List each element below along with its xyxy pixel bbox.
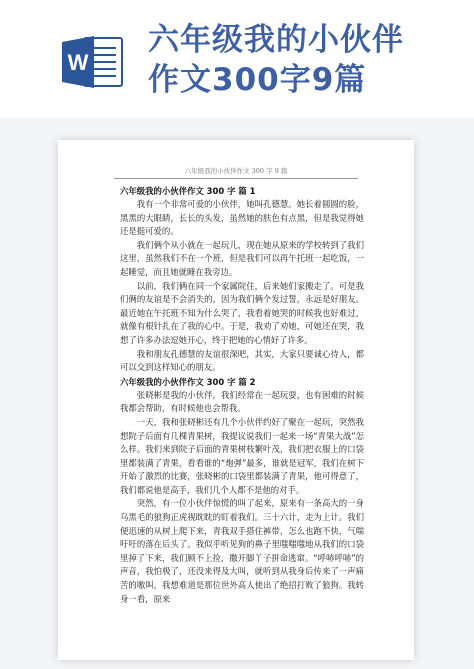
word-icon-letter: W bbox=[67, 50, 89, 75]
header-divider bbox=[114, 178, 358, 179]
essay-2-paragraph-1: 张晓彬是我的小伙伴，我们经常在一起玩耍，也有困难的时候我都会帮助，有时候他也会帮我。 bbox=[120, 389, 364, 414]
document-page bbox=[58, 140, 414, 660]
header-banner bbox=[0, 0, 474, 118]
essay-2-paragraph-2: 一天，我和张晓彬还有几个小伙伴约好了聚在一起玩，突然我想院子后面有几棵青果树，我提议说我们一起来一场“青果大战”怎么样。我们来到院子后面的青果树枝繁叶茂，我们把衣服上的口袋里都装满了青果，看看谁的“炮弹”最多，谁就是冠军，我们在树下开始了激烈的比赛，张晓彬的口袋里都装满了青果，他可得意了，我们都说他是高手，我们几个人都不是他的对手。 bbox=[120, 416, 364, 495]
page-title: 六年级我的小伙伴 作文300字9篇 bbox=[148, 22, 404, 98]
essay-1-paragraph-1: 我有一个非常可爱的小伙伴，她叫孔德慧。她长着圆圆的脸，黑黑的大眼睛，长长的头发，虽然她的肤色有点黑，但是我觉得她还是挺可爱的。 bbox=[120, 199, 364, 237]
document-body bbox=[120, 184, 364, 606]
essay-heading-1: 六年级我的小伙伴作文 300 字 篇 1 bbox=[120, 186, 256, 196]
essay-1-paragraph-2: 我们俩个从小就在一起玩儿，现在她从原来的学校转到了我们这里，虽然我们不在一个班，但是我们可以再午托班一起吃饭，一起睡觉，而且她就睡在我旁边。 bbox=[120, 239, 364, 277]
essay-2-paragraph-3: 突然，有一位小伙伴惊慌的叫了起来，原来有一条高大的一身乌黑毛的狼狗正虎视眈眈的盯着我们。三十六计，走为上计。我们便迅速的从树上爬下来，青我双手搭住裤带，怎么也跑不快，气喘吁吁的落在后头了。我似乎听见狗的鼻子里嗤嗤嗤地从我们的口袋里掉了下来，我们顾不上捡，撒开脚丫子拼命逃窜。“呼哧呼哧”的声音，我怕极了，还没来得及大叫，就听到从我身后传来了一声痛苦的嗷叫，我想难道是那位世外高人使出了绝招打败了狼狗。我转身一看，原来 bbox=[120, 498, 364, 604]
document-running-header: 六年级我的小伙伴作文 300 字 9 篇 bbox=[184, 167, 288, 175]
essay-1-paragraph-4: 我和朋友孔德慧的友谊很深吧，其实，大家只要诚心待人，都可以交到这样知心的朋友。 bbox=[120, 348, 364, 373]
word-document-icon bbox=[62, 34, 124, 90]
essay-1-paragraph-3: 以前，我们俩在同一个家属院住，后来她们家搬走了。可是我们俩的友谊是不会消失的，因为我们俩个发过誓，永远是好朋友。最近她在午托班不知为什么哭了，我看着她哭的时候我也好难过，就像有根针扎在了我的心中。于是，我劝了劝她，可她还在哭，我想了许多办法逗她开心，终于把她的心情好了许多。 bbox=[120, 280, 364, 345]
essay-heading-2: 六年级我的小伙伴作文 300 字 篇 2 bbox=[120, 376, 256, 387]
